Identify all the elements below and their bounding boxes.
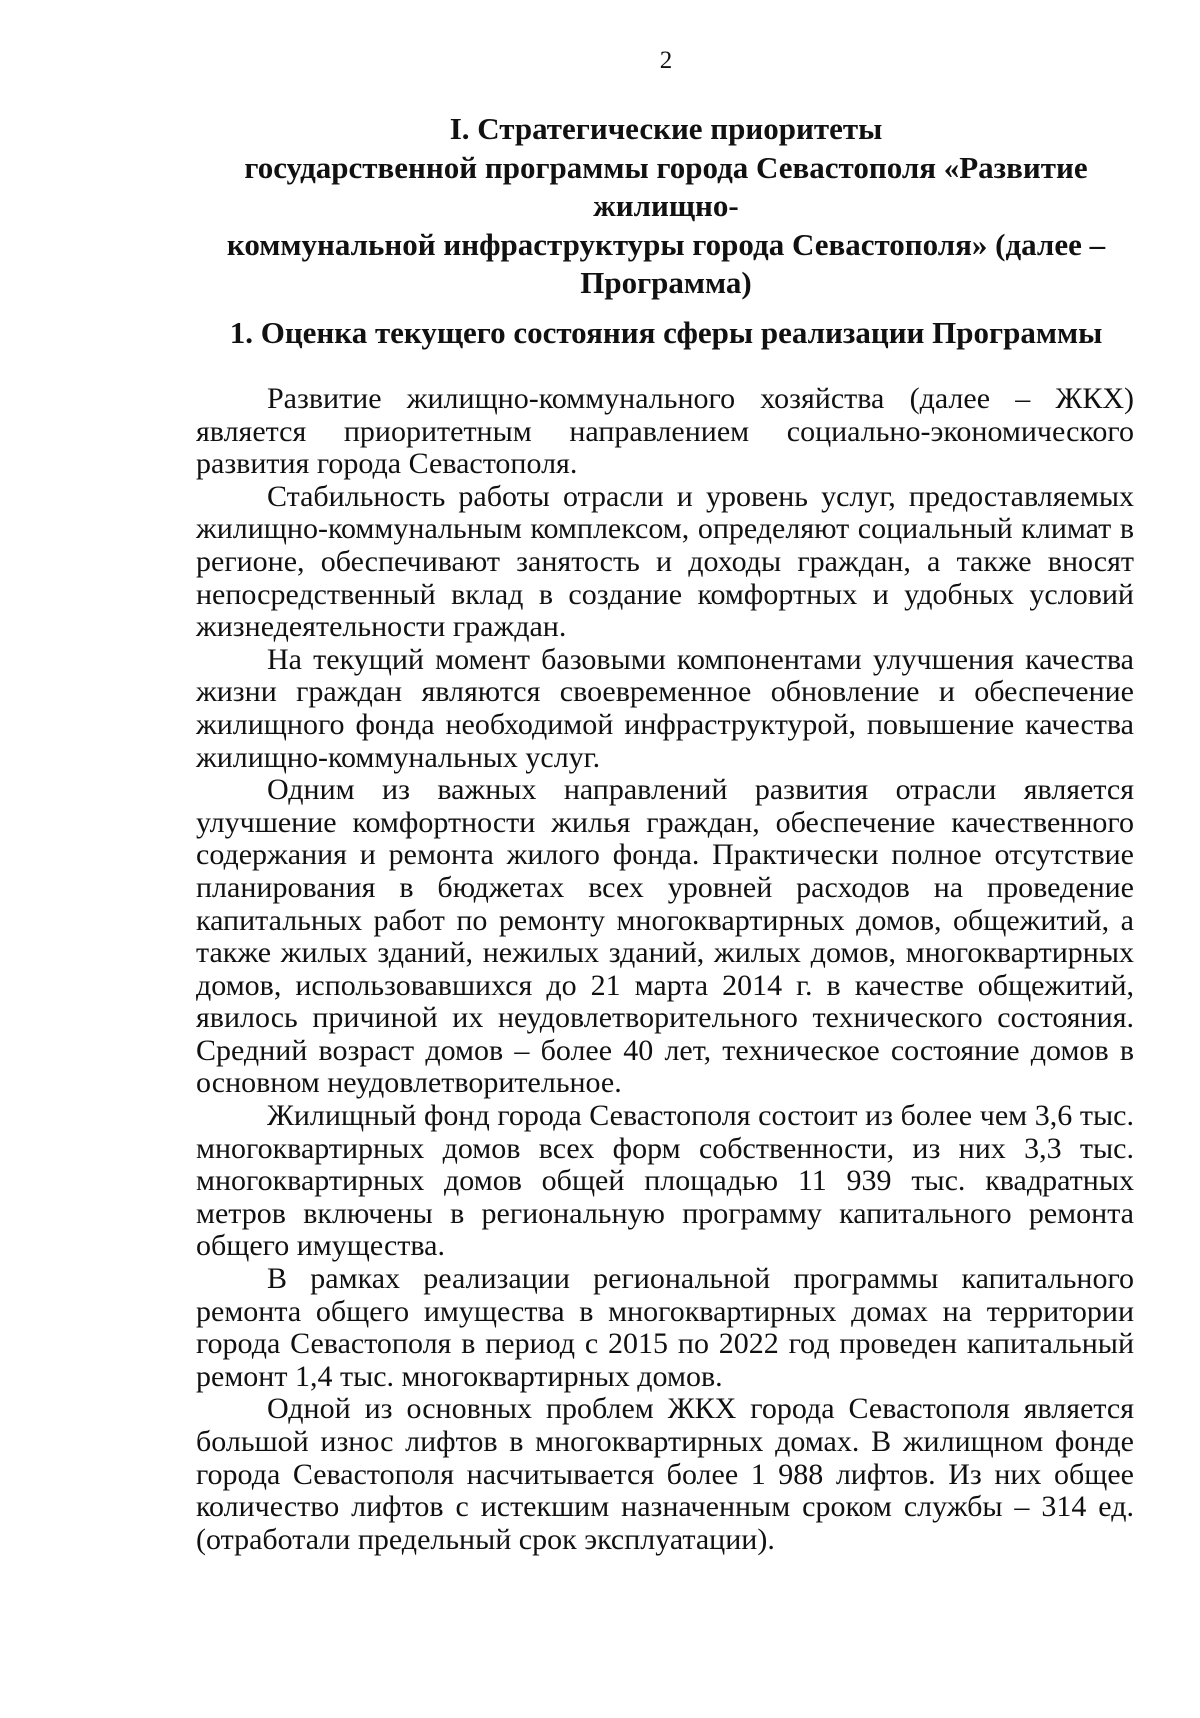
paragraph: Одним из важных направлений развития отрасли является улучшение комфортности жилья граждан, обеспечение качественного содержания и ремонта жилого фонда. Практически полное отсутствие планирования в бюджетах всех уровней расходов на проведение капитальных работ по ремонту многоквартирных домов, общежитий, а также жилых зданий, нежилых зданий, жилых домов, многоквартирных домов, использовавшихся до 21 марта 2014 г. в качестве общежитий, явилось причиной их неудовлетворительного технического состояния. Средний возраст домов – более 40 лет, техническое состояние домов в основном неудовлетворительное. — [196, 773, 1134, 1100]
paragraph: Жилищный фонд города Севастополя состоит из более чем 3,6 тыс. многоквартирных домов всех форм собственности, из них 3,3 тыс. многоквартирных домов общей площадью 11 939 тыс. квадратных метров включены в региональную программу капитального ремонта общего имущества. — [196, 1099, 1134, 1263]
page-number: 2 — [659, 47, 673, 74]
paragraph: На текущий момент базовыми компонентами улучшения качества жизни граждан являются своевременное обновление и обеспечение жилищного фонда необходимой инфраструктурой, повышение качества жилищно-коммунальных услуг. — [196, 642, 1134, 774]
paragraph: В рамках реализации региональной программы капитального ремонта общего имущества в многоквартирных домах на территории города Севастополя в период с 2015 по 2022 год проведен капитальный ремонт 1,4 тыс. многоквартирных домов. — [196, 1262, 1134, 1393]
body-text — [196, 383, 1134, 1556]
section-title-line: I. Стратегические приоритеты — [449, 111, 883, 146]
section-title-line: государственной программы города Севастополя «Развитие жилищно- — [244, 149, 1088, 223]
paragraph: Одной из основных проблем ЖКХ города Севастополя является большой износ лифтов в многоквартирных домах. В жилищном фонде города Севастополя насчитывается более 1 988 лифтов. Из них общее количество лифтов с истекшим назначенным сроком службы – 314 ед. (отработали предельный срок эксплуатации). — [196, 1392, 1134, 1556]
subsection-title: 1. Оценка текущего состояния сферы реализации Программы — [229, 315, 1103, 350]
section-title-line: коммунальной инфраструктуры города Севастополя» (далее – — [226, 226, 1106, 262]
paragraph: Стабильность работы отрасли и уровень услуг, предоставляемых жилищно-коммунальным комплексом, определяют социальный климат в регионе, обеспечивают занятость и доходы граждан, а также вносят непосредственный вклад в создание комфортных и удобных условий жизнедеятельности граждан. — [196, 479, 1134, 644]
section-title-line: Программа) — [580, 265, 752, 300]
section-title — [196, 110, 1136, 303]
paragraph: Развитие жилищно-коммунального хозяйства (далее – ЖКХ) является приоритетным направлением социально-экономического развития города Севастополя. — [196, 382, 1134, 481]
